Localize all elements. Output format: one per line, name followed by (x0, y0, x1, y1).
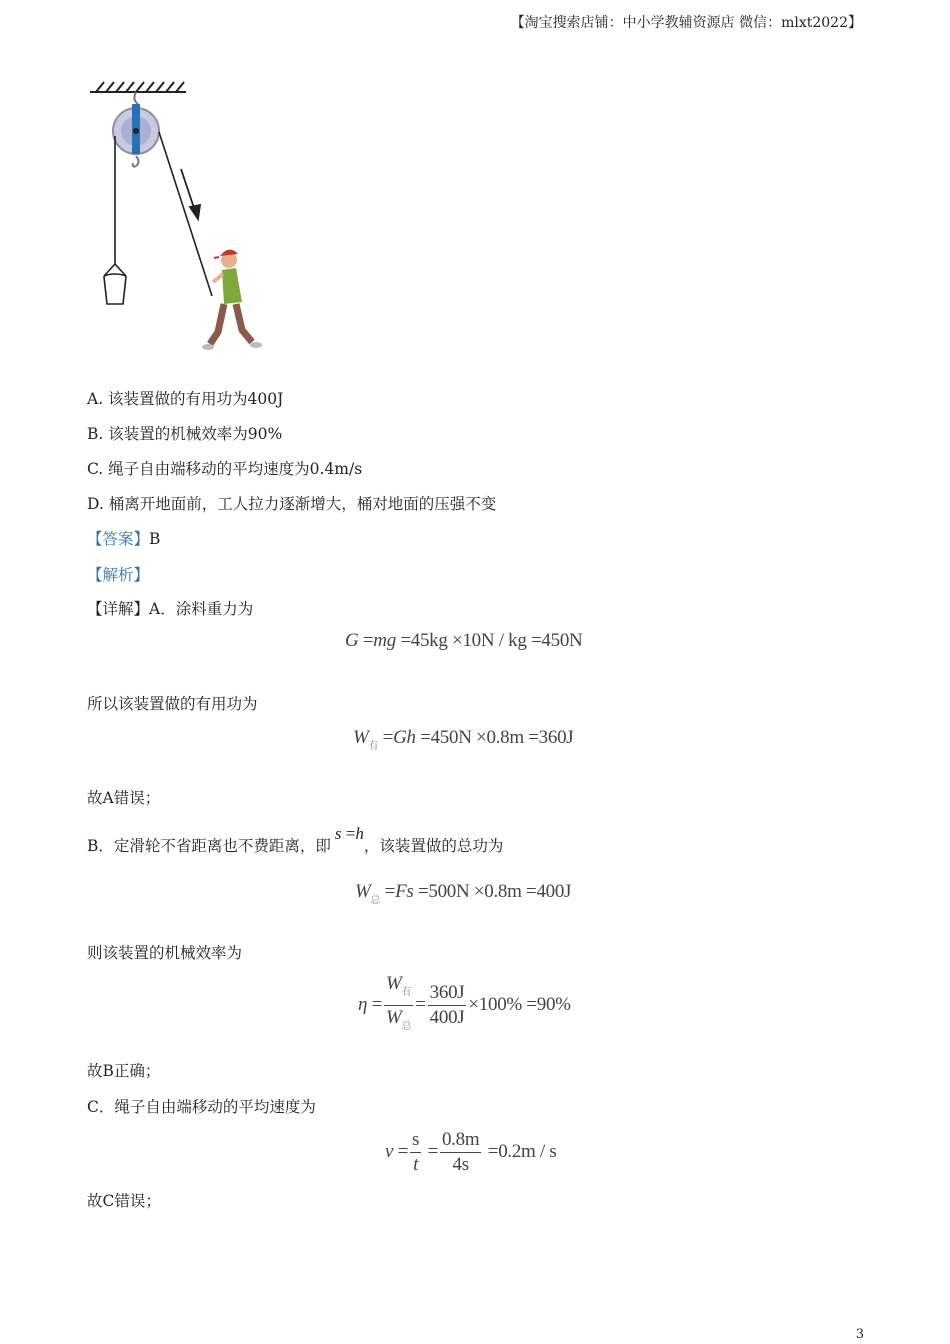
analysis-label: 【解析】 (87, 566, 150, 584)
useful-work-intro: 所以该装置做的有用功为 (87, 695, 258, 713)
ceiling-support (90, 82, 186, 92)
pulley-figure (86, 74, 276, 364)
answer-label: 【答案】 (87, 530, 150, 548)
equation-total-work: $W_总 =Fs =500N \times 0.8m =400J$ (355, 881, 572, 906)
pull-direction-arrow (181, 169, 200, 219)
efficiency-intro: 则该装置的机械效率为 (87, 944, 243, 962)
detail-label: 【详解】 (87, 600, 150, 618)
equation-velocity: v = $\frac{s}{t}$ = $\frac{0.8m}{4s}$ =0.2m / s (385, 1129, 557, 1175)
option-c-intro: C．绳子自由端移动的平均速度为 (87, 1098, 316, 1116)
equation-useful-work: $W_有 =Gh =450N \times 0.8m =360J$ (353, 727, 574, 752)
answer-value: B (149, 530, 161, 548)
equation-gravity: G =mg =45kg ×10N / kg =450N (345, 630, 583, 651)
detail-line (87, 599, 253, 619)
conclusion-b: 故B正确； (87, 1062, 161, 1080)
conclusion-a: 故A错误； (87, 789, 161, 807)
option-b: B. 该装置的机械效率为90% (87, 425, 283, 443)
option-b-explanation: B．定滑轮不省距离也不费距离，即s =h，该装置做的总功为 (87, 824, 504, 855)
inline-s-equals-h: s =h (334, 824, 364, 843)
conclusion-c: 故C错误； (87, 1192, 161, 1210)
option-d: D. 桶离开地面前，工人拉力逐渐增大，桶对地面的压强不变 (87, 495, 497, 513)
bucket (104, 264, 126, 304)
option-c: C. 绳子自由端移动的平均速度为0.4m/s (87, 460, 363, 478)
page-header: 【淘宝搜索店铺：中小学教辅资源店 微信：mlxt2022】 (510, 15, 862, 31)
pulley-wheel (113, 92, 159, 167)
detail-a-intro: A．涂料重力为 (149, 600, 254, 618)
option-a: A. 该装置做的有用功为400J (87, 390, 284, 408)
page-number: 3 (855, 1327, 864, 1342)
answer-line (87, 529, 160, 549)
worker (202, 249, 262, 350)
equation-efficiency: η = $\frac{W_有}{W_总}$ = $\frac{360J}{400J}$ ×100% =90% (358, 973, 571, 1032)
